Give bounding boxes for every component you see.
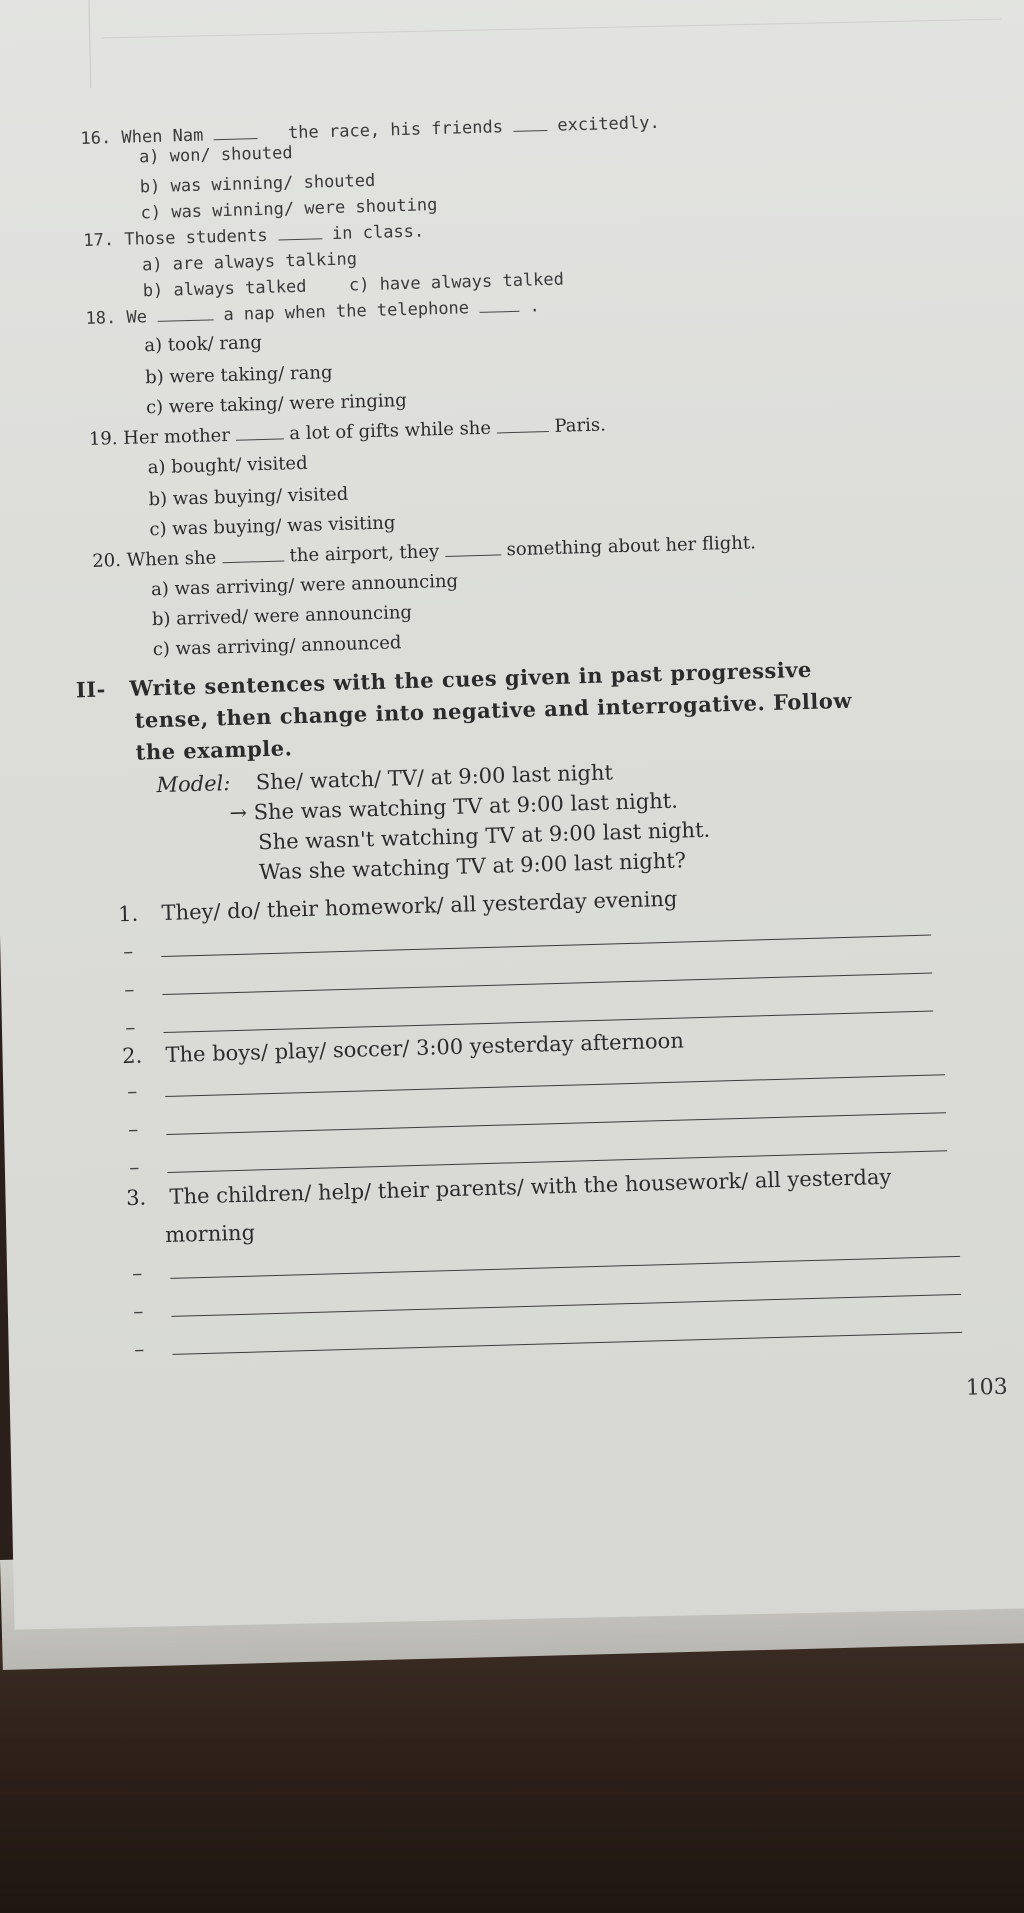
question-number: 17. — [83, 230, 115, 251]
exercise-number: 1. — [117, 901, 139, 927]
answer-line[interactable] — [170, 1256, 960, 1279]
section-number: II- — [75, 676, 107, 703]
answer-blank — [222, 559, 284, 563]
option-b: b) were taking/ rang — [144, 362, 333, 389]
page-number: 103 — [965, 1374, 1009, 1401]
arrow-icon: → — [229, 800, 248, 826]
option-c: c) were taking/ were ringing — [145, 389, 408, 419]
option-a: a) was arriving/ were announcing — [150, 570, 459, 601]
option-a: a) won/ shouted — [138, 143, 293, 168]
option-c: c) was buying/ was visiting — [149, 512, 396, 541]
answer-dash: – — [126, 1078, 138, 1104]
option-c: c) was winning/ were shouting — [140, 195, 438, 224]
answer-line[interactable] — [171, 1294, 961, 1317]
model-answer-negative: She wasn't watching TV at 9:00 last night. — [257, 817, 711, 855]
question-text: a lot of gifts while she — [289, 417, 492, 445]
option-a: a) bought/ visited — [147, 452, 308, 479]
exercise-3-cue — [126, 1166, 892, 1210]
answer-blank — [236, 437, 284, 440]
answer-dash: – — [122, 938, 134, 964]
answer-dash: – — [128, 1154, 140, 1180]
question-text: Her mother — [122, 424, 231, 449]
question-20 — [92, 533, 756, 571]
model-answer-interrogative: Was she watching TV at 9:00 last night? — [258, 848, 687, 885]
exercise-2-cue — [122, 1030, 684, 1069]
question-number: 16. — [80, 128, 112, 149]
question-17 — [83, 222, 424, 250]
answer-dash: – — [125, 1014, 136, 1040]
option-b: b) was winning/ shouted — [139, 170, 376, 198]
answer-line[interactable] — [162, 973, 932, 995]
question-text: the race, his friends — [287, 117, 504, 144]
option-a: a) are always talking — [141, 249, 358, 276]
instruction-line: tense, then change into negative and interrogative. Follow — [134, 687, 853, 733]
model-label: Model: — [156, 771, 231, 798]
question-number: 19. — [88, 428, 118, 450]
answer-dash: – — [134, 1336, 145, 1361]
model-answer-text: She was watching TV at 9:00 last night. — [253, 788, 679, 825]
exercise-cue-text: The boys/ play/ soccer/ 3:00 yesterday afternoon — [165, 1028, 685, 1067]
answer-blank — [513, 129, 547, 132]
question-number: 18. — [85, 308, 117, 329]
answer-line[interactable] — [172, 1332, 962, 1355]
option-b-text: b) always talked — [142, 276, 307, 302]
answer-dash: – — [123, 976, 135, 1002]
option-b: b) was buying/ visited — [148, 483, 349, 511]
question-text: a nap when the telephone — [223, 298, 470, 326]
answer-line[interactable] — [163, 1011, 933, 1033]
answer-blank — [278, 237, 322, 240]
answer-dash: – — [131, 1260, 143, 1285]
exercise-number: 2. — [121, 1043, 143, 1069]
question-text: something about her flight. — [506, 532, 757, 561]
instruction-line: the example. — [135, 735, 293, 765]
answer-blank — [479, 310, 519, 313]
exercise-3-cue-continued: morning — [164, 1220, 256, 1248]
question-text: . — [529, 296, 541, 317]
exercise-cue-text: The children/ help/ their parents/ with the housework/ all yesterday — [169, 1164, 892, 1209]
question-19 — [89, 415, 606, 449]
question-text: in class. — [331, 221, 425, 245]
question-text: the airport, they — [289, 541, 440, 567]
question-text: When she — [126, 547, 217, 571]
answer-line[interactable] — [166, 1112, 946, 1135]
table-background — [0, 1640, 1024, 1913]
question-number: 20. — [92, 550, 122, 572]
question-text: Paris. — [554, 414, 607, 437]
answer-dash: – — [132, 1298, 144, 1323]
option-b: b) arrived/ were announcing — [151, 601, 413, 631]
model-cue-text: She/ watch/ TV/ at 9:00 last night — [255, 760, 614, 795]
question-text: We — [126, 307, 148, 328]
exercise-cue-text: They/ do/ their homework/ all yesterday evening — [161, 886, 678, 926]
answer-blank — [157, 318, 213, 322]
exercise-number: 3. — [125, 1185, 147, 1211]
instruction-line: Write sentences with the cues given in past progressive — [129, 656, 813, 701]
question-18 — [85, 297, 540, 328]
answer-blank — [497, 430, 549, 433]
question-16 — [80, 114, 660, 149]
question-text: When Nam — [121, 125, 204, 148]
exercise-1-cue — [118, 888, 678, 927]
option-c: c) was arriving/ announced — [152, 632, 402, 661]
answer-blank — [445, 553, 501, 557]
option-a: a) took/ rang — [144, 332, 263, 357]
question-text: Those students — [124, 225, 268, 250]
option-b — [143, 271, 565, 301]
question-text: excitedly. — [557, 112, 660, 136]
answer-line[interactable] — [165, 1074, 945, 1097]
answer-line[interactable] — [161, 935, 931, 957]
answer-blank — [214, 137, 258, 140]
option-c-text: c) have always talked — [348, 269, 565, 296]
answer-dash: – — [127, 1116, 139, 1142]
